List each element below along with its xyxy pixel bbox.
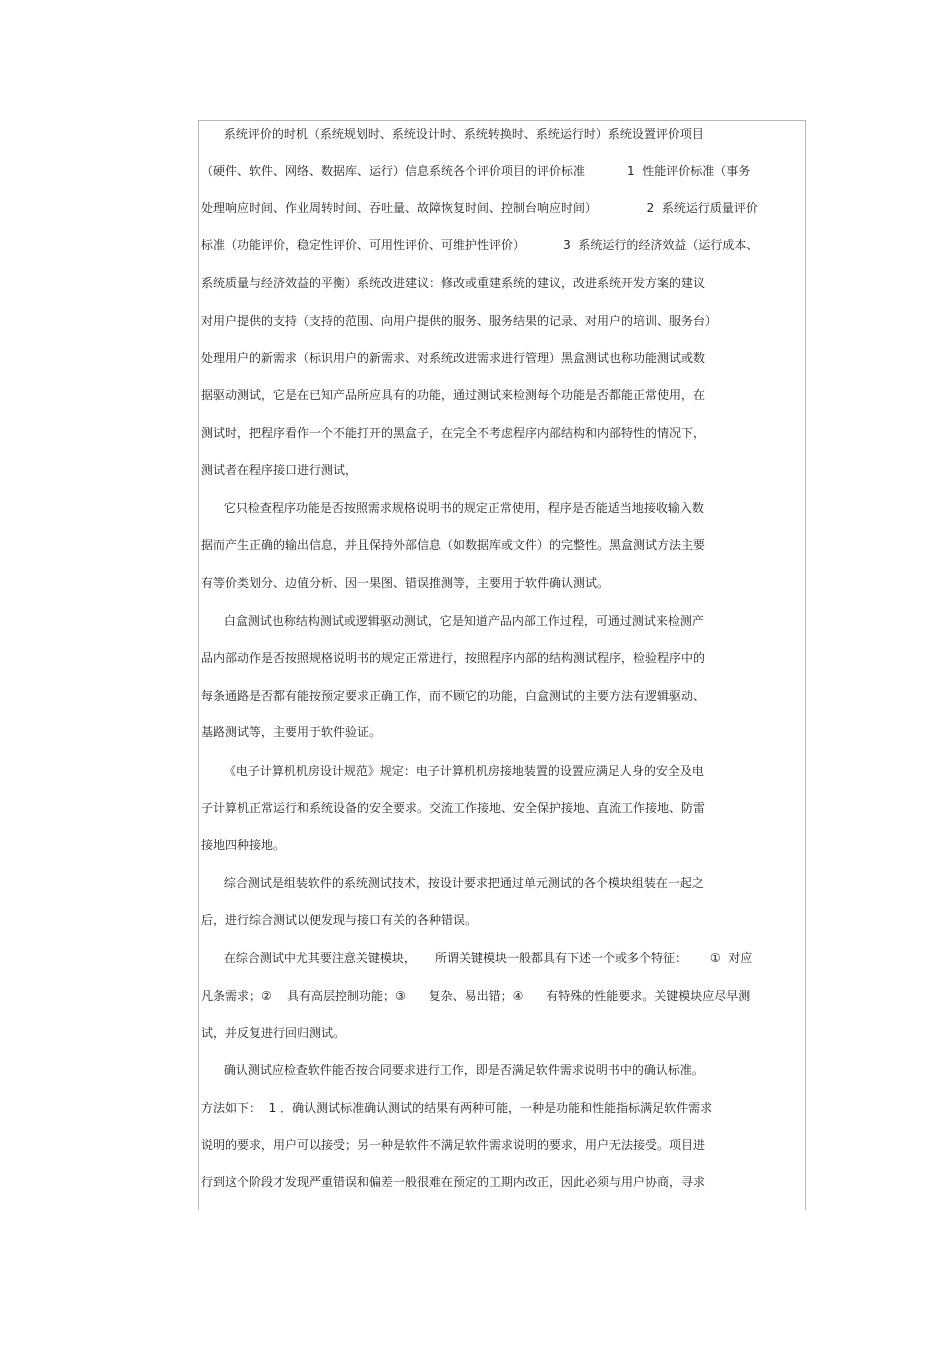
text-line: 标准（功能评价，稳定性评价、可用性评价、可维护性评价） 3 系统运行的经济效益（运行成本、 xyxy=(201,238,759,252)
text-line: 基路测试等，主要用于软件验证。 xyxy=(201,725,382,739)
text-line: 接地四种接地。 xyxy=(201,838,286,852)
text-line: 方法如下： 1 ．确认测试标准确认测试的结果有两种可能，一种是功能和性能指标满足软件需求 xyxy=(201,1101,713,1115)
text-line: 它只检查程序功能是否按照需求规格说明书的规定正常使用，程序是否能适当地接收输入数 xyxy=(201,501,704,515)
text-line: 《电子计算机机房设计规范》规定：电子计算机机房接地装置的设置应满足人身的安全及电 xyxy=(201,764,704,778)
text-line: 子计算机正常运行和系统设备的安全要求。交流工作接地、安全保护接地、直流工作接地、防雷 xyxy=(201,801,706,815)
text-line: 综合测试是组装软件的系统测试技术，按设计要求把通过单元测试的各个模块组装在一起之 xyxy=(201,876,704,890)
text-line: （硬件、软件、网络、数据库、运行）信息系统各个评价项目的评价标准 1 性能评价标准（事务 xyxy=(201,164,751,178)
text-line: 凡条需求；② 具有高层控制功能；③ 复杂、易出错；④ 有特殊的性能要求。关键模块应尽早测 xyxy=(201,989,751,1003)
text-line: 有等价类划分、边值分析、因一果图、错误推测等，主要用于软件确认测试。 xyxy=(201,576,610,590)
text-line: 在综合测试中尤其要注意关键模块， 所谓关键模块一般都具有下述一个或多个特征： ① 对应 xyxy=(201,951,753,965)
text-line: 据而产生正确的输出信息，并且保持外部信息（如数据库或文件）的完整性。黑盒测试方法主要 xyxy=(201,538,706,552)
text-line: 白盒测试也称结构测试或逻辑驱动测试，它是知道产品内部工作过程，可通过测试来检测产 xyxy=(201,614,704,628)
text-line: 确认测试应检查软件能否按合同要求进行工作，即是否满足软件需求说明书中的确认标准。 xyxy=(201,1063,704,1077)
text-line: 品内部动作是否按照规格说明书的规定正常进行，按照程序内部的结构测试程序，检验程序中的 xyxy=(201,651,706,665)
text-line: 据驱动测试，它是在已知产品所应具有的功能，通过测试来检测每个功能是否都能正常使用，在 xyxy=(201,388,706,402)
text-line: 系统评价的时机（系统规划时、系统设计时、系统转换时、系统运行时）系统设置评价项目 xyxy=(201,127,704,141)
text-line: 处理用户的新需求（标识用户的新需求、对系统改进需求进行管理）黑盒测试也称功能测试或数 xyxy=(201,351,706,365)
text-line: 行到这个阶段才发现严重错误和偏差一般很难在预定的工期内改正，因此必须与用户协商，寻求 xyxy=(201,1175,706,1189)
text-line: 每条通路是否都有能按预定要求正确工作，而不顾它的功能，白盒测试的主要方法有逻辑驱动、 xyxy=(201,689,706,703)
text-line: 处理响应时间、作业周转时间、吞吐量、故障恢复时间、控制台响应时间） 2 系统运行质量评价 xyxy=(201,201,758,215)
text-line: 测试时，把程序看作一个不能打开的黑盒子，在完全不考虑程序内部结构和内部特性的情况下， xyxy=(201,426,706,440)
text-line: 后，进行综合测试以便发现与接口有关的各种错误。 xyxy=(201,913,478,927)
text-line: 测试者在程序接口进行测试， xyxy=(201,463,358,477)
text-line: 系统质量与经济效益的平衡）系统改进建议：修改或重建系统的建议，改进系统开发方案的建议 xyxy=(201,276,706,290)
text-line: 对用户提供的支持（支持的范围、向用户提供的服务、服务结果的记录、对用户的培训、服务台） xyxy=(201,314,718,328)
text-line: 试，并反复进行回归测试。 xyxy=(201,1026,346,1040)
text-line: 说明的要求，用户可以接受；另一种是软件不满足软件需求说明的要求，用户无法接受。项目进 xyxy=(201,1138,706,1152)
